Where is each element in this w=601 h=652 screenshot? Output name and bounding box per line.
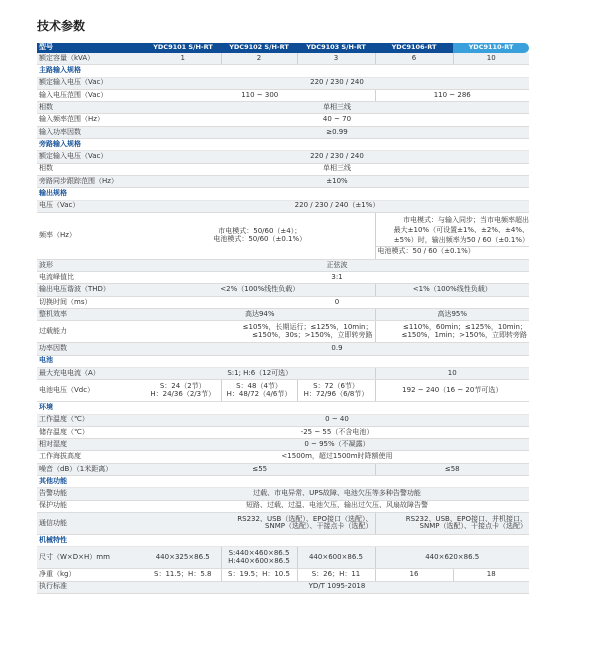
- cell-value: 440×600×86.5: [297, 547, 375, 569]
- section-title: 旁路输入规格: [37, 139, 529, 151]
- cell-value: 6: [375, 53, 453, 65]
- cell-line: SNMP（选配）、干接点卡（选配）: [265, 522, 373, 531]
- cell-line: SNMP（选配）、干接点卡（选配）: [419, 522, 527, 531]
- cell-value: 0.9: [145, 343, 529, 355]
- section-title: 输出规格: [37, 188, 529, 200]
- cell-value: -25 ~ 55（不含电池）: [145, 426, 529, 438]
- cell-line: 最大±10%（可设置±1%、±2%、±4%、: [393, 226, 529, 235]
- row-label: 功率因数: [37, 343, 145, 355]
- cell-value: <2%（100%线性负载）: [145, 284, 375, 296]
- model-name: YDC9103 S/H-RT: [297, 43, 375, 53]
- cell-line: ≤150%，1min；>150%，立即转旁路: [401, 330, 527, 339]
- table-row: [37, 200, 529, 212]
- table-row: [37, 296, 529, 308]
- table-row: [37, 343, 529, 355]
- section-title: 主路输入规格: [37, 65, 529, 77]
- model-name: YDC9106-RT: [375, 43, 453, 53]
- table-row: [37, 77, 529, 89]
- cell-line: RS232、USB、EPO接口、并机接口、: [405, 514, 527, 523]
- row-label: 执行标准: [37, 581, 145, 593]
- cell-value: [375, 212, 529, 259]
- row-label: 频率（Hz）: [37, 212, 145, 259]
- row-label: 输入电压范围（Vac）: [37, 89, 145, 101]
- row-label: 旁路同步跟踪范围（Hz）: [37, 175, 145, 187]
- row-label: 额定输入电压（Vac）: [37, 77, 145, 89]
- cell-line: S:440×460×86.5: [228, 549, 290, 558]
- cell-line: ≤105%，长期运行；≤125%，10min；: [242, 323, 373, 332]
- cell-value: [297, 380, 375, 402]
- cell-value: 高达94%: [145, 309, 375, 321]
- cell-value: 过载、市电异常、UPS故障、电池欠压等多种告警功能: [145, 488, 529, 500]
- row-label: 整机效率: [37, 309, 145, 321]
- section-header: [37, 65, 529, 77]
- cell-value: <1500m，超过1500m时降额使用: [145, 451, 529, 463]
- cell-value: [145, 212, 375, 259]
- table-row: [37, 581, 529, 593]
- row-label: 切换时间（ms）: [37, 296, 145, 308]
- section-header: [37, 476, 529, 488]
- cell-value: YD/T 1095-2018: [145, 581, 529, 593]
- model-name: YDC9101 S/H-RT: [145, 43, 221, 53]
- row-label: 告警功能: [37, 488, 145, 500]
- cell-value: 0 ~ 95%（不凝露）: [145, 439, 529, 451]
- spec-table: [37, 43, 529, 594]
- table-row: [37, 569, 529, 581]
- cell-value: S：26；H：11: [297, 569, 375, 581]
- cell-value: 0 ~ 40: [145, 414, 529, 426]
- row-label: 工作温度（℃）: [37, 414, 145, 426]
- cell-line: H：72/96（6/8节）: [303, 389, 369, 398]
- section-title: 机械特性: [37, 534, 529, 546]
- table-row: [37, 163, 529, 175]
- cell-value: [145, 512, 375, 534]
- model-header-label: 型号: [37, 43, 145, 53]
- cell-value: 220 / 230 / 240: [145, 77, 529, 89]
- table-row: [37, 367, 529, 379]
- table-row: [37, 414, 529, 426]
- table-row: [37, 500, 529, 512]
- cell-value: 110 ~ 300: [145, 89, 375, 101]
- cell-line: H：48/72（4/6节）: [226, 389, 292, 398]
- table-row: [37, 126, 529, 138]
- table-row: [37, 380, 529, 402]
- cell-line: 电池模式：50 / 60（±0.1%）: [376, 246, 530, 256]
- cell-line: ±5%）时，输出频率为50 / 60（±0.1%）: [393, 235, 529, 244]
- cell-value: 440×620×86.5: [375, 547, 529, 569]
- row-label: 相对湿度: [37, 439, 145, 451]
- cell-value: 440×325×86.5: [145, 547, 221, 569]
- row-label: 工作海拔高度: [37, 451, 145, 463]
- table-row: [37, 463, 529, 475]
- table-row: [37, 175, 529, 187]
- cell-line: S：24（2节）: [159, 382, 206, 391]
- cell-value: 16: [375, 569, 453, 581]
- cell-line: S：72（6节）: [313, 382, 359, 391]
- table-row: [37, 151, 529, 163]
- table-row: [37, 547, 529, 569]
- row-label: 保护功能: [37, 500, 145, 512]
- model-name: YDC9102 S/H-RT: [221, 43, 297, 53]
- row-label: 净重（kg）: [37, 569, 145, 581]
- cell-value: S：11.5；H：5.8: [145, 569, 221, 581]
- page-title: 技术参数: [37, 19, 86, 33]
- cell-value: 0: [145, 296, 529, 308]
- model-header-row: [37, 43, 529, 53]
- table-row: [37, 102, 529, 114]
- table-row: [37, 89, 529, 101]
- row-label: 噪音（dB）（1米距离）: [37, 463, 145, 475]
- section-header: [37, 188, 529, 200]
- table-row: [37, 451, 529, 463]
- section-header: [37, 534, 529, 546]
- cell-value: 短路、过载、过温、电池欠压、输出过欠压、风扇故障告警: [145, 500, 529, 512]
- cell-value: [221, 547, 297, 569]
- table-row: [37, 488, 529, 500]
- cell-value: [145, 321, 375, 343]
- cell-value: [375, 512, 529, 534]
- section-header: [37, 402, 529, 414]
- table-row: [37, 114, 529, 126]
- table-row: [37, 426, 529, 438]
- row-label: 尺寸（W×D×H）mm: [37, 547, 145, 569]
- table-row: [37, 321, 529, 343]
- row-label: 输入功率因数: [37, 126, 145, 138]
- cell-value: 40 ~ 70: [145, 114, 529, 126]
- cell-value: 1: [145, 53, 221, 65]
- cell-line: H:440×600×86.5: [228, 556, 290, 565]
- cell-value: ≥0.99: [145, 126, 529, 138]
- cell-value: <1%（100%线性负载）: [375, 284, 529, 296]
- row-label: 输出电压谐波（THD）: [37, 284, 145, 296]
- row-label: 输入频率范围（Hz）: [37, 114, 145, 126]
- cell-value: ≤55: [145, 463, 375, 475]
- cell-value: 192 ~ 240（16 ~ 20节可选）: [375, 380, 529, 402]
- row-label: 相数: [37, 102, 145, 114]
- cell-value: 220 / 230 / 240（±1%）: [145, 200, 529, 212]
- section-title: 环境: [37, 402, 529, 414]
- section-header: [37, 355, 529, 367]
- cell-value: 18: [453, 569, 529, 581]
- row-label: 额定容量（kVA）: [37, 53, 145, 65]
- cell-value: 单相三线: [145, 102, 529, 114]
- table-row: [37, 212, 529, 259]
- table-row: [37, 272, 529, 284]
- cell-value: 3:1: [145, 272, 529, 284]
- table-row: [37, 512, 529, 534]
- row-label: 电池电压（Vdc）: [37, 380, 145, 402]
- cell-value: 2: [221, 53, 297, 65]
- row-label: 额定输入电压（Vac）: [37, 151, 145, 163]
- row-label: 通信功能: [37, 512, 145, 534]
- cell-value: 110 ~ 286: [375, 89, 529, 101]
- row-label: 波形: [37, 259, 145, 271]
- section-header: [37, 139, 529, 151]
- table-row: [37, 53, 529, 65]
- cell-value: 3: [297, 53, 375, 65]
- cell-value: S：19.5；H：10.5: [221, 569, 297, 581]
- cell-value: 10: [453, 53, 529, 65]
- cell-value: [145, 380, 221, 402]
- cell-line: RS232、USB（选配）、EPO接口（选配）、: [237, 514, 373, 523]
- cell-line: 市电模式：50/60（±4）；: [218, 227, 302, 236]
- cell-value: 220 / 230 / 240: [145, 151, 529, 163]
- cell-value: ≤58: [375, 463, 529, 475]
- cell-value: [375, 321, 529, 343]
- row-label: 电压（Vac）: [37, 200, 145, 212]
- cell-value: [221, 380, 297, 402]
- cell-line: 市电模式：与输入同步；当市电频率超出: [403, 216, 529, 225]
- row-label: 相数: [37, 163, 145, 175]
- cell-value: 正弦波: [145, 259, 529, 271]
- cell-line: ≤110%，60min；≤125%，10min；: [403, 323, 527, 332]
- cell-line: 电池模式：50/60（±0.1%）: [213, 234, 307, 243]
- cell-value: ±10%: [145, 175, 529, 187]
- row-label: 电流峰值比: [37, 272, 145, 284]
- cell-value: 10: [375, 367, 529, 379]
- cell-value: S:1; H:6（12可选）: [145, 367, 375, 379]
- cell-line: ≤150%，30s；>150%，立即转旁路: [252, 330, 373, 339]
- cell-line: H：24/36（2/3节）: [150, 389, 216, 398]
- cell-value: 高达95%: [375, 309, 529, 321]
- row-label: 最大充电电流（A）: [37, 367, 145, 379]
- model-name: YDC9110-RT: [453, 43, 529, 53]
- section-title: 其他功能: [37, 476, 529, 488]
- row-label: 储存温度（℃）: [37, 426, 145, 438]
- section-title: 电池: [37, 355, 529, 367]
- table-row: [37, 439, 529, 451]
- table-row: [37, 309, 529, 321]
- row-label: 过载能力: [37, 321, 145, 343]
- table-row: [37, 259, 529, 271]
- cell-value: 单相三线: [145, 163, 529, 175]
- cell-line: S：48（4节）: [236, 382, 282, 391]
- table-row: [37, 284, 529, 296]
